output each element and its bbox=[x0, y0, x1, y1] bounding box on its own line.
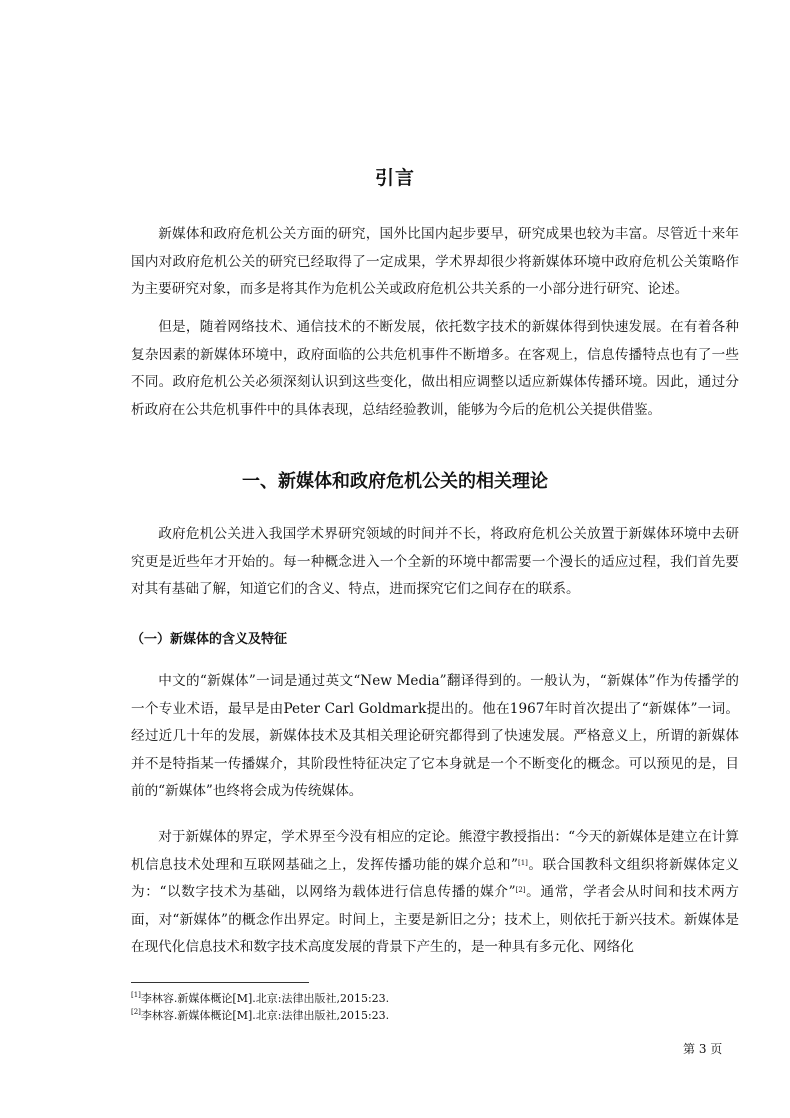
subsection-title: （一）新媒体的含义及特征 bbox=[131, 632, 288, 647]
definition-text-3: 。通常，学者会从时间和技术两方面，对“新媒体”的概念作出界定。时间上，主要是新旧之分；技术上，则依托于新兴技术。新媒体是在现代化信息技术和数字技术高度发展的背景下产生的，是一种具有多元化、网络化 bbox=[131, 884, 740, 956]
footnote-text: 李林容.新媒体概论[M].北京:法律出版社,2015:23. bbox=[140, 992, 390, 1005]
definition-paragraph bbox=[131, 824, 739, 962]
section-paragraph: 政府危机公关进入我国学术界研究领域的时间并不长，将政府危机公关放置于新媒体环境中去研究更是近些年才开始的。每一种概念进入一个全新的环境中都需要一个漫长的适应过程，我们首先要对其有基础了解，知道它们的含义、特点，进而探究它们之间存在的联系。 bbox=[131, 526, 739, 598]
footnote-text: 李林容.新媒体概论[M].北京:法律出版社,2015:23. bbox=[140, 1009, 390, 1022]
subsection-paragraph: 中文的“新媒体”一词是通过英文“New Media”翻译得到的。一般认为，“新媒体”作为传播学的一个专业术语，最早是由Peter Carl Goldmark提出的。他在1967年时首次提出了“新媒体”一词。经过近几十年的发展，新媒体技术及其相关理论研究都得到了快速发展。严格意义上，所谓的新媒体并不是特指某一传播媒介，其阶段性特征决定了它本身就是一个不断变化的概念。可以预见的是，目前的“新媒体”也终将会成为传统媒体。 bbox=[131, 673, 739, 800]
footnote-mark: [1] bbox=[131, 991, 141, 999]
definition-text-2: 。联合国教科文组织将新媒体定义为：“以数字技术为基础，以网络为载体进行信息传播的媒介” bbox=[131, 856, 740, 901]
page-number: 第 3 页 bbox=[683, 1042, 723, 1056]
page-title: 引言 bbox=[374, 167, 415, 189]
footnote-mark: [2] bbox=[131, 1008, 141, 1016]
citation-ref-1[interactable]: [1] bbox=[517, 858, 528, 867]
citation-ref-2[interactable]: [2] bbox=[515, 886, 526, 895]
footnote-1 bbox=[131, 990, 389, 1007]
intro-paragraph-1: 新媒体和政府危机公关方面的研究，国外比国内起步要早，研究成果也较为丰富。尽管近十来年国内对政府危机公关的研究已经取得了一定成果，学术界却很少将新媒体环境中政府危机公关策略作为主要研究对象，而多是将其作为危机公关或政府危机公共关系的一小部分进行研究、论述。 bbox=[131, 226, 739, 298]
footnote-divider bbox=[131, 982, 309, 983]
section-title: 一、新媒体和政府危机公关的相关理论 bbox=[242, 471, 548, 492]
intro-paragraph-2: 但是，随着网络技术、通信技术的不断发展，依托数字技术的新媒体得到快速发展。在有着各种复杂因素的新媒体环境中，政府面临的公共危机事件不断增多。在客观上，信息传播特点也有了一些不同。政府危机公关必须深刻认识到这些变化，做出相应调整以适应新媒体传播环境。因此，通过分析政府在公共危机事件中的具体表现，总结经验教训，能够为今后的危机公关提供借鉴。 bbox=[131, 319, 739, 418]
definition-text-1: 对于新媒体的界定，学术界至今没有相应的定论。熊澄宇教授指出：“今天的新媒体是建立在计算机信息技术处理和互联网基础之上，发挥传播功能的媒介总和” bbox=[131, 829, 739, 873]
footnotes bbox=[131, 990, 389, 1024]
footnote-2 bbox=[131, 1007, 389, 1024]
